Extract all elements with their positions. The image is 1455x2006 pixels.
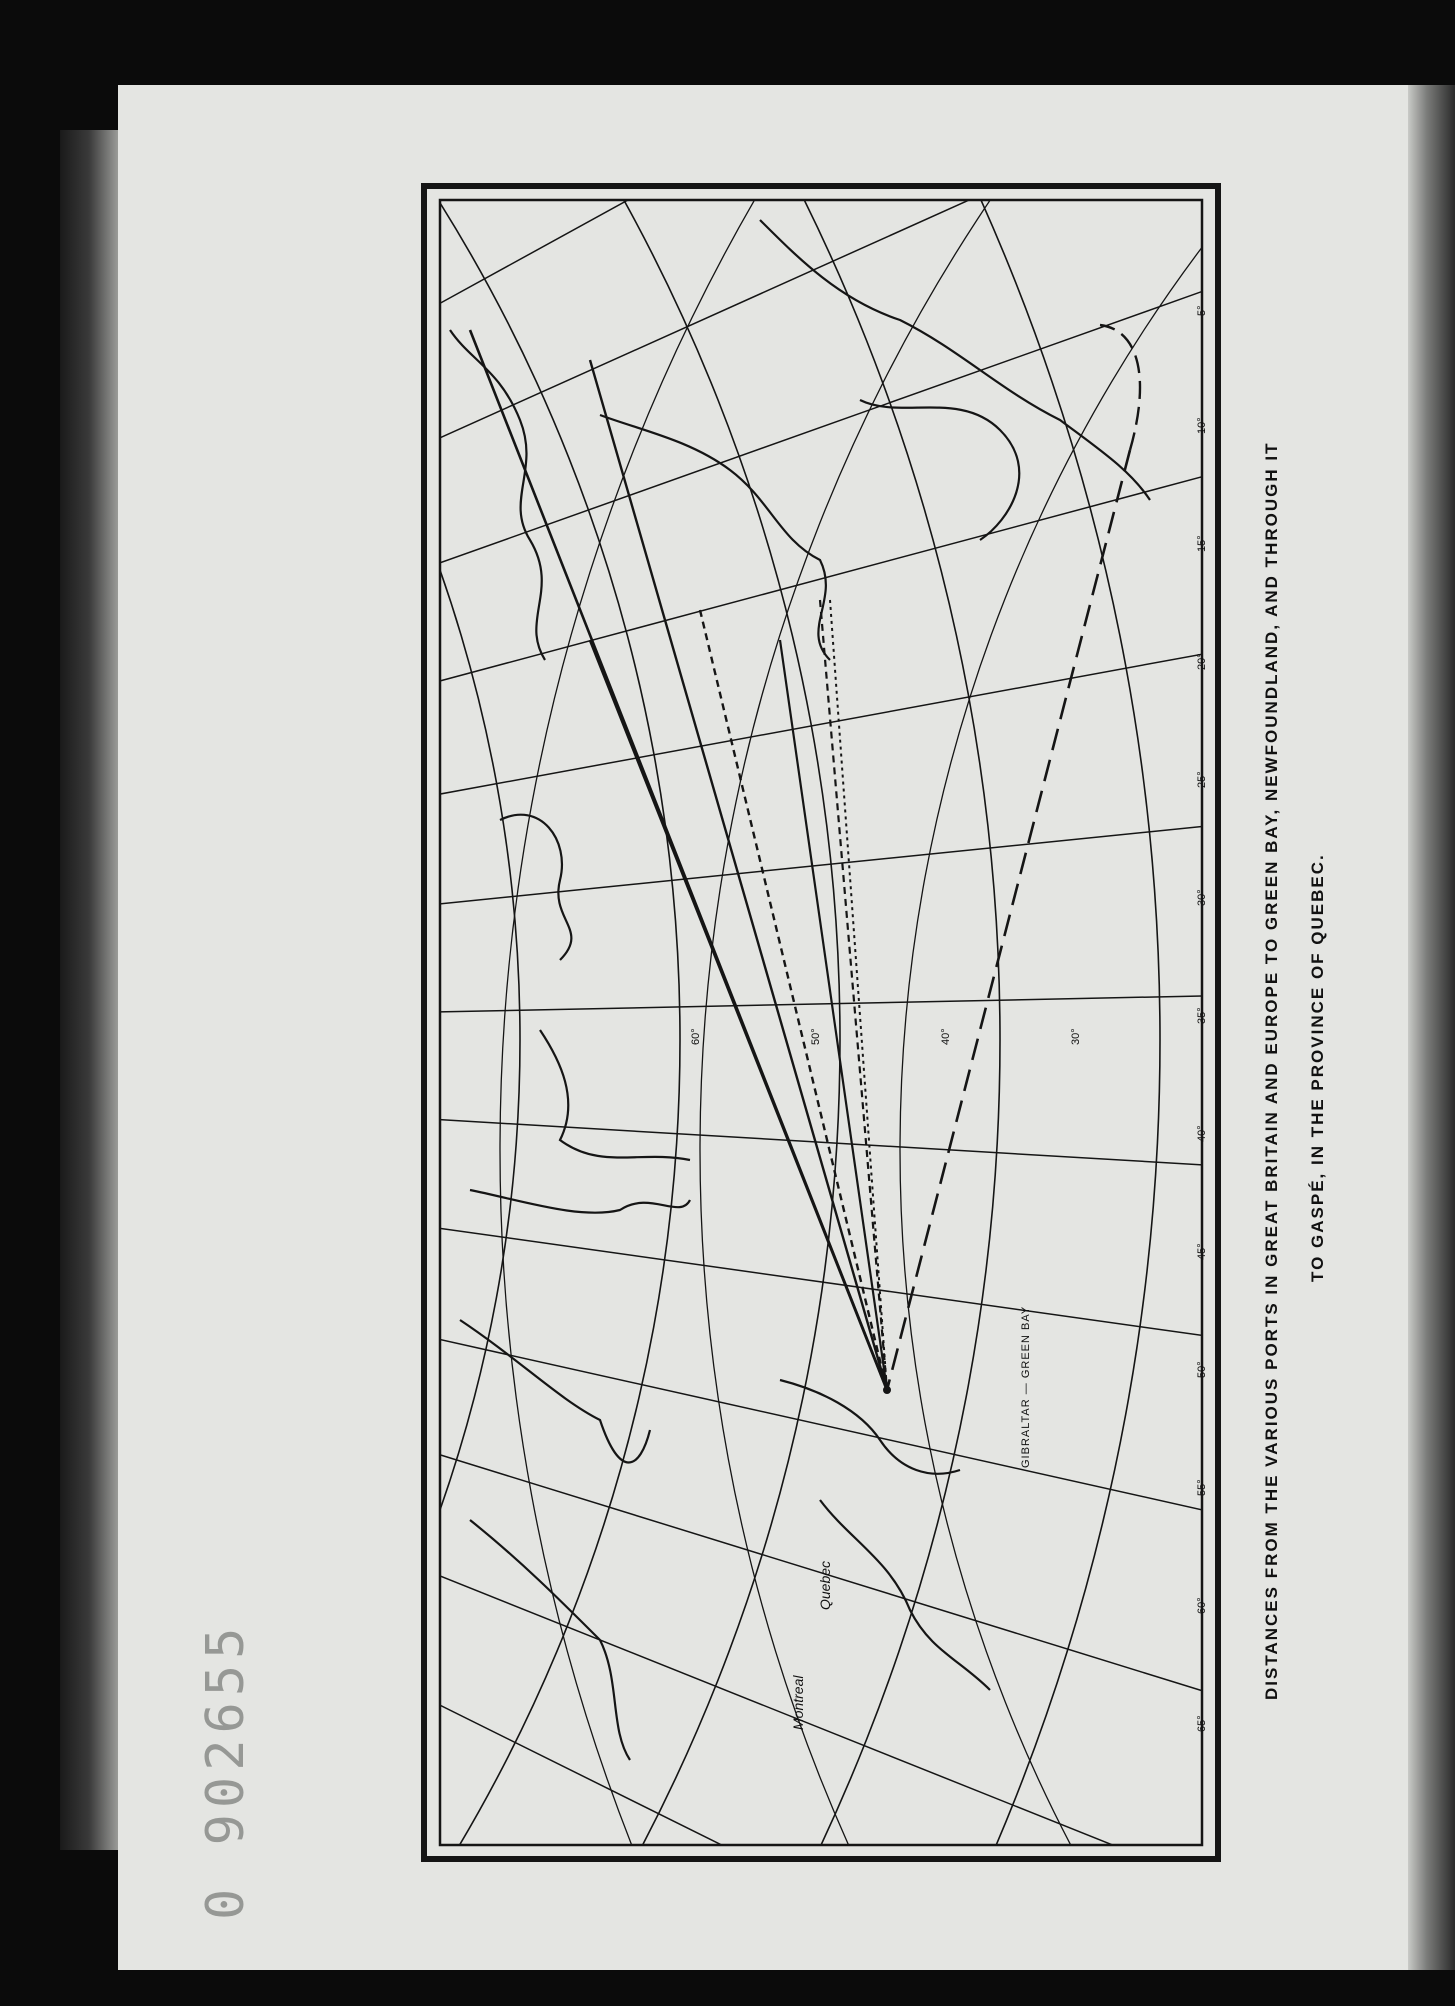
coastline-outline [540, 1030, 690, 1160]
coastline-outline [780, 1380, 960, 1474]
latitude-label: 30° [1070, 1028, 1082, 1045]
meridian-line [0, 1040, 1455, 1694]
place-label-montreal: Montreal [790, 1675, 806, 1730]
place-label-quebec: Quebec [817, 1560, 833, 1610]
longitude-label: 25° [1196, 771, 1208, 788]
longitude-label: 10° [1196, 417, 1208, 434]
longitude-label: 55° [1196, 1479, 1208, 1496]
microfilm-stamp: 0 902655 [196, 1621, 256, 1920]
latitude-label: 60° [690, 1028, 702, 1045]
longitude-label: 65° [1196, 1715, 1208, 1732]
coastline-outline [820, 1500, 990, 1690]
route-line [1100, 325, 1140, 450]
coastline-outline [470, 1190, 690, 1213]
meridian-line [0, 1040, 1455, 1458]
longitude-label: 50° [1196, 1361, 1208, 1378]
coastline-outline [450, 330, 545, 660]
latitude-arc [0, 0, 520, 2006]
latitude-label: 40° [940, 1028, 952, 1045]
longitude-label: 45° [1196, 1243, 1208, 1260]
coastline-outline [460, 1320, 650, 1463]
coastline-outline [600, 415, 830, 660]
latitude-arc [0, 0, 360, 2006]
map-caption-line2: TO GASPÉ, IN THE PROVINCE OF QUEBEC. [1308, 853, 1327, 1282]
coastline-outline [470, 1520, 630, 1760]
longitude-label: 35° [1196, 1007, 1208, 1024]
green-bay-marker [883, 1386, 891, 1394]
longitude-label: 40° [1196, 1125, 1208, 1142]
meridian-line [0, 264, 1455, 1040]
longitude-label: 5° [1196, 305, 1208, 316]
route-label-gibraltar: GIBRALTAR — GREEN BAY [1020, 1305, 1032, 1468]
route-line [590, 360, 887, 1390]
meridian-line [0, 737, 1455, 1040]
longitude-label: 30° [1196, 889, 1208, 906]
longitude-label: 60° [1196, 1597, 1208, 1614]
latitude-label: 50° [810, 1028, 822, 1045]
map-caption-line1: DISTANCES FROM THE VARIOUS PORTS IN GREAT BRITAIN AND EUROPE TO GREEN BAY, NEWFOUNDLAND, AND THROUGH IT [1262, 441, 1281, 1700]
route-line [780, 640, 887, 1390]
latitude-arc [0, 0, 680, 2006]
meridian-line [0, 498, 1455, 1040]
coastline-outline [760, 220, 1150, 500]
longitude-label: 20° [1196, 653, 1208, 670]
meridian-line [0, 1040, 1455, 1218]
grid-arc [700, 0, 1455, 2006]
longitude-label: 15° [1196, 535, 1208, 552]
coastline-outline [860, 400, 1019, 540]
route-line [590, 640, 887, 1390]
route-line [830, 600, 887, 1390]
coastline-outline [500, 815, 571, 960]
